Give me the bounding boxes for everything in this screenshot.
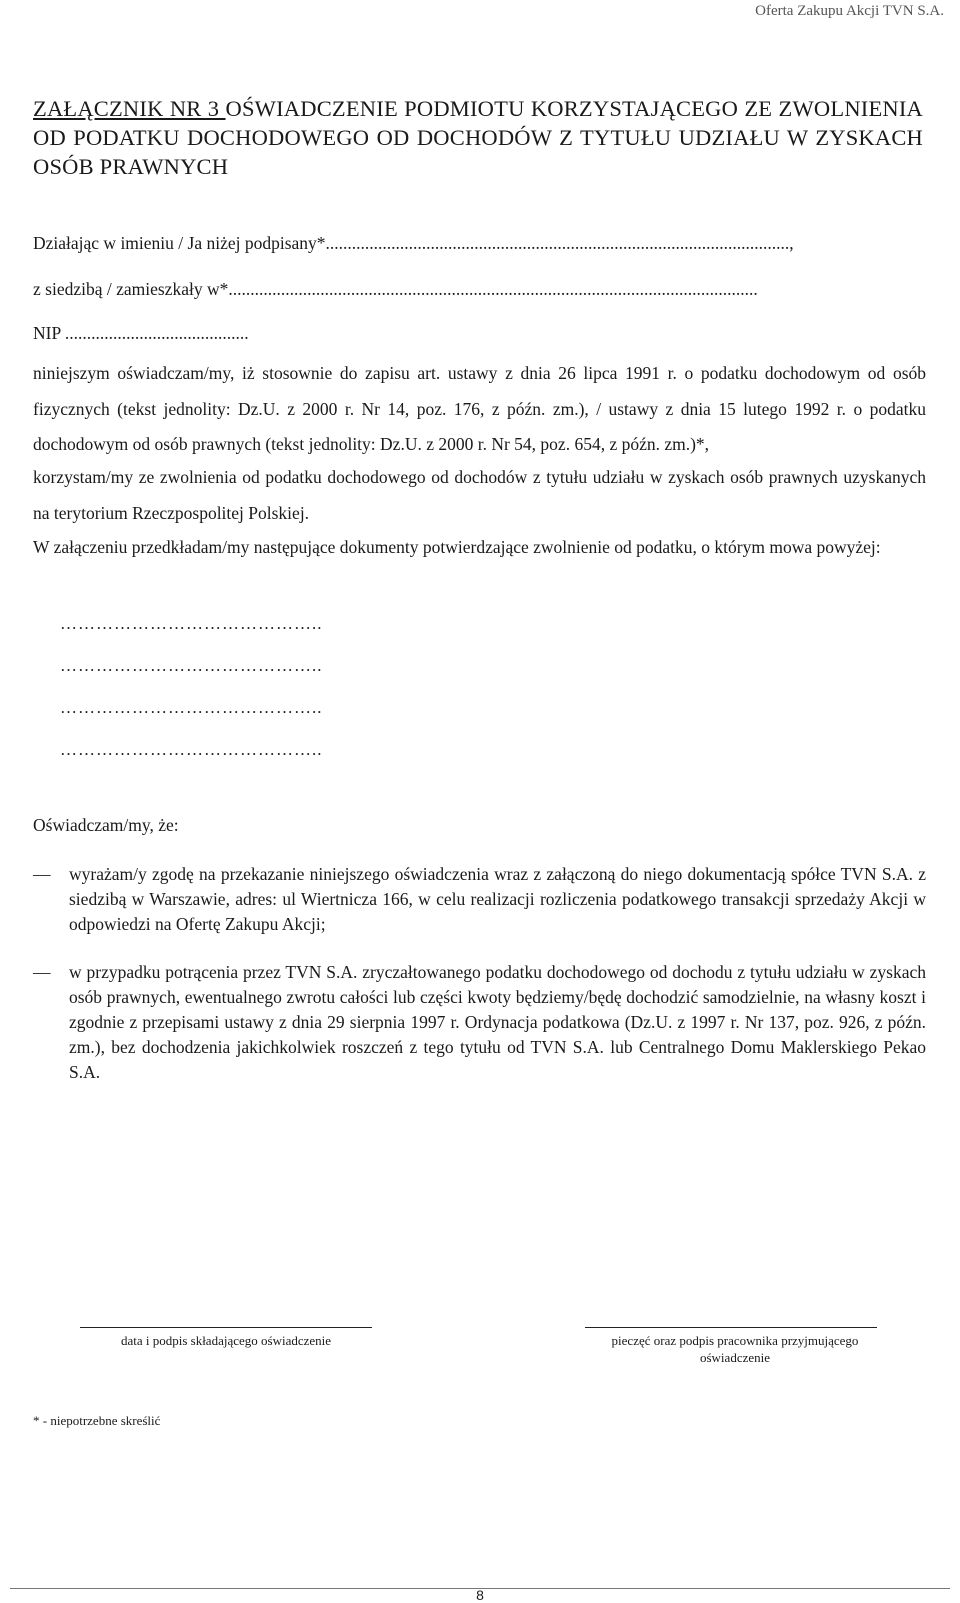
statement-item-tax-refund-text: w przypadku potrącenia przez TVN S.A. zryczałtowanego podatku dochodowego od dochodu z tytułu udziału w zyskach osób prawnych, ewentualnego zwrotu całości lub części kwoty będziemy/będę dochodzić samodzielnie, na własny koszt i zgodnie z przepisami ustawy z dnia 29 sierpnia 1997 r. Ordynacja podatkowa (Dz.U. z 1997 r. Nr 137, poz. 926, z późn. zm.), bez dochodzenia jakichkolwiek roszczeń z tego tytułu od TVN S.A. lub Centralnego Domu Maklerskiego Pekao S.A. <box>69 962 926 1082</box>
document-entry-line-2: …………………………………….. <box>60 656 323 675</box>
attachment-paragraph: W załączeniu przedkładam/my następujące dokumenty potwierdzające zwolnienie od podatku, o którym mowa powyżej: <box>33 537 881 557</box>
bullet-dash: — <box>33 962 51 982</box>
acting-on-behalf-line: Działając w imieniu / Ja niżej podpisany*.........................................................................................................., <box>33 233 794 253</box>
footnote: * - niepotrzebne skreślić <box>33 1413 161 1428</box>
document-entry-line-4: …………………………………….. <box>60 740 323 759</box>
exemption-paragraph: korzystam/my ze zwolnienia od podatku dochodowego od dochodów z tytułu udziału w zyskach osób prawnych uzyskanych na terytorium Rzeczpospolitej Polskiej. <box>33 467 926 523</box>
statement-item-consent-text: wyrażam/y zgodę na przekazanie niniejszego oświadczenia wraz z załączoną do niego dokumentacją spółce TVN S.A. z siedzibą w Warszawie, adres: ul Wiertnicza 166, w celu realizacji rozliczenia podatkowego transakcji sprzedaży Akcji w odpowiedzi na Ofertę Zakupu Akcji; <box>69 864 926 934</box>
title-text: OŚWIADCZENIE PODMIOTU KORZYSTAJĄCEGO ZE ZWOLNIENIA OD PODATKU DOCHODOWEGO OD DOCHODÓW Z TYTUŁU UDZIAŁU W ZYSKACH OSÓB PRAWNYCH <box>33 96 923 179</box>
statement-item-tax-refund <box>33 960 926 1085</box>
bullet-dash: — <box>33 864 51 884</box>
signature-label-left: data i podpis składającego oświadczenie <box>120 1333 332 1348</box>
seat-residence-line: z siedzibą / zamieszkały w*......................................................................................................................... <box>33 279 758 299</box>
document-entry-line-3: …………………………………….. <box>60 698 323 717</box>
signature-label-right: pieczęć oraz podpis pracownika przyjmującego oświadczenie <box>611 1333 859 1365</box>
running-header: Oferta Zakupu Akcji TVN S.A. <box>755 3 944 19</box>
statement-item-consent <box>33 862 926 937</box>
document-title <box>33 94 923 181</box>
title-annex-number: ZAŁĄCZNIK NR 3 <box>33 96 226 121</box>
nip-line: NIP .......................................... <box>33 323 249 343</box>
document-entry-line-1: …………………………………….. <box>60 614 323 633</box>
page-number: 8 <box>476 1587 484 1603</box>
signature-line-right <box>585 1327 877 1328</box>
statement-heading: Oświadczam/my, że: <box>33 815 179 835</box>
signature-line-left <box>80 1327 372 1328</box>
declaration-paragraph: niniejszym oświadczam/my, iż stosownie do zapisu art. ustawy z dnia 26 lipca 1991 r. o podatku dochodowym od osób fizycznych (tekst jednolity: Dz.U. z 2000 r. Nr 14, poz. 176, z późn. zm.), / ustawy z dnia 15 lutego 1992 r. o podatku dochodowym od osób prawnych (tekst jednolity: Dz.U. z 2000 r. Nr 54, poz. 654, z późn. zm.)*, <box>33 363 926 454</box>
